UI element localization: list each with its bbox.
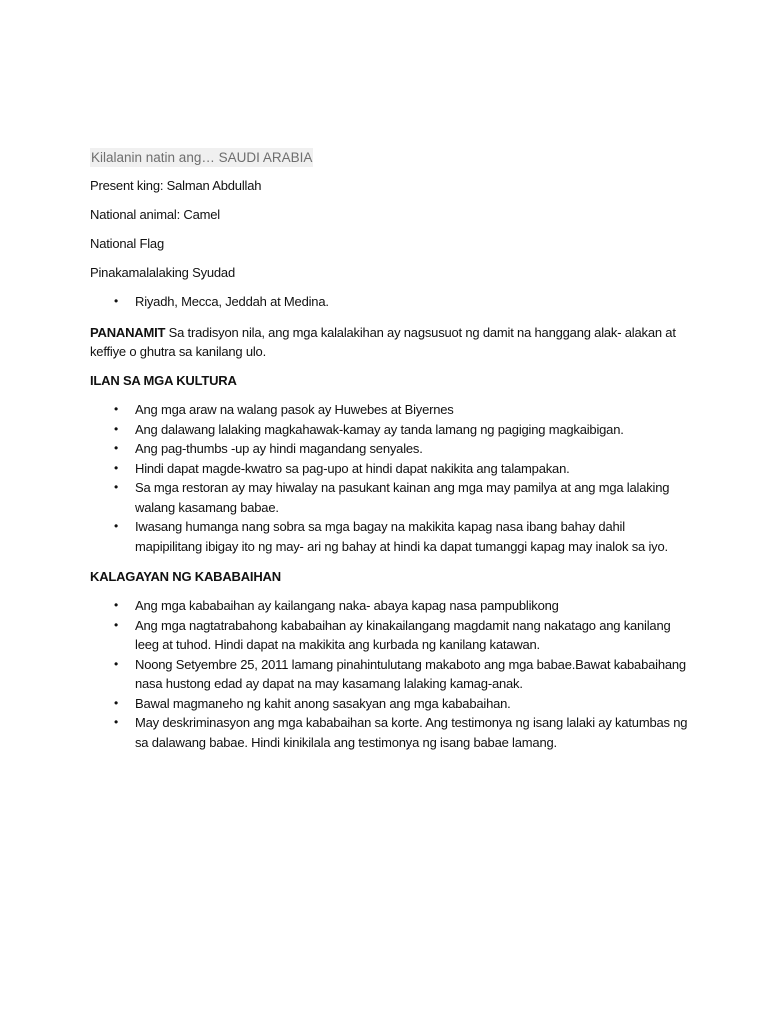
document-body bbox=[90, 148, 690, 763]
list-item: • Iwasang humanga nang sobra sa mga bagay na makikita kapag nasa ibang bahay dahil mapipilitang ibigay ito ng may- ari ng bahay at hindi ka dapat tumanggi kapag may inalok sa iyo. bbox=[90, 517, 690, 556]
cities-list bbox=[90, 292, 690, 312]
list-item: • Hindi dapat magde-kwatro sa pag-upo at hindi dapat nakikita ang talampakan. bbox=[90, 459, 690, 479]
fact-national-flag: National Flag bbox=[90, 236, 164, 251]
document-heading: Kilalanin natin ang… SAUDI ARABIA bbox=[91, 150, 313, 165]
fact-national-animal: National animal: Camel bbox=[90, 207, 220, 222]
kultura-list bbox=[90, 400, 690, 556]
list-item: • May deskriminasyon ang mga kababaihan sa korte. Ang testimonya ng isang lalaki ay katumbas ng sa dalawang babae. Hindi kinikilala ang testimonya ng isang babae lamang. bbox=[90, 713, 690, 752]
pananamit-paragraph bbox=[90, 323, 690, 362]
list-item: • Sa mga restoran ay may hiwalay na pasukant kainan ang mga may pamilya at ang mga lalaking walang kasamang babae. bbox=[90, 478, 690, 517]
kababaihan-title: KALAGAYAN NG KABABAIHAN bbox=[90, 569, 281, 584]
list-item: • Bawal magmaneho ng kahit anong sasakyan ang mga kababaihan. bbox=[90, 694, 690, 714]
list-item: • Riyadh, Mecca, Jeddah at Medina. bbox=[90, 292, 690, 312]
list-item: • Ang mga araw na walang pasok ay Huwebes at Biyernes bbox=[90, 400, 690, 420]
list-item: • Noong Setyembre 25, 2011 lamang pinahintulutang makaboto ang mga babae.Bawat kababaihang nasa hustong edad ay dapat na may kasamang lalaking kamag-anak. bbox=[90, 655, 690, 694]
fact-largest-cities: Pinakamalalaking Syudad bbox=[90, 265, 235, 280]
list-item: • Ang mga nagtatrabahong kababaihan ay kinakailangang magdamit nang nakatago ang kanilang leeg at tuhod. Hindi dapat na makikita ang kurbada ng kanilang katawan. bbox=[90, 616, 690, 655]
kultura-title: ILAN SA MGA KULTURA bbox=[90, 373, 237, 388]
pananamit-text: Sa tradisyon nila, ang mga kalalakihan ay nagsusuot ng damit na hanggang alak- alakan at keffiye o ghutra sa kanilang ulo. bbox=[90, 324, 676, 359]
kababaihan-list bbox=[90, 596, 690, 752]
pananamit-label: PANANAMIT bbox=[90, 324, 166, 340]
list-item: • Ang mga kababaihan ay kailangang naka- abaya kapag nasa pampublikong bbox=[90, 596, 690, 616]
list-item: • Ang dalawang lalaking magkahawak-kamay ay tanda lamang ng pagiging magkaibigan. bbox=[90, 420, 690, 440]
fact-present-king: Present king: Salman Abdullah bbox=[90, 178, 262, 193]
list-item: • Ang pag-thumbs -up ay hindi magandang senyales. bbox=[90, 439, 690, 459]
